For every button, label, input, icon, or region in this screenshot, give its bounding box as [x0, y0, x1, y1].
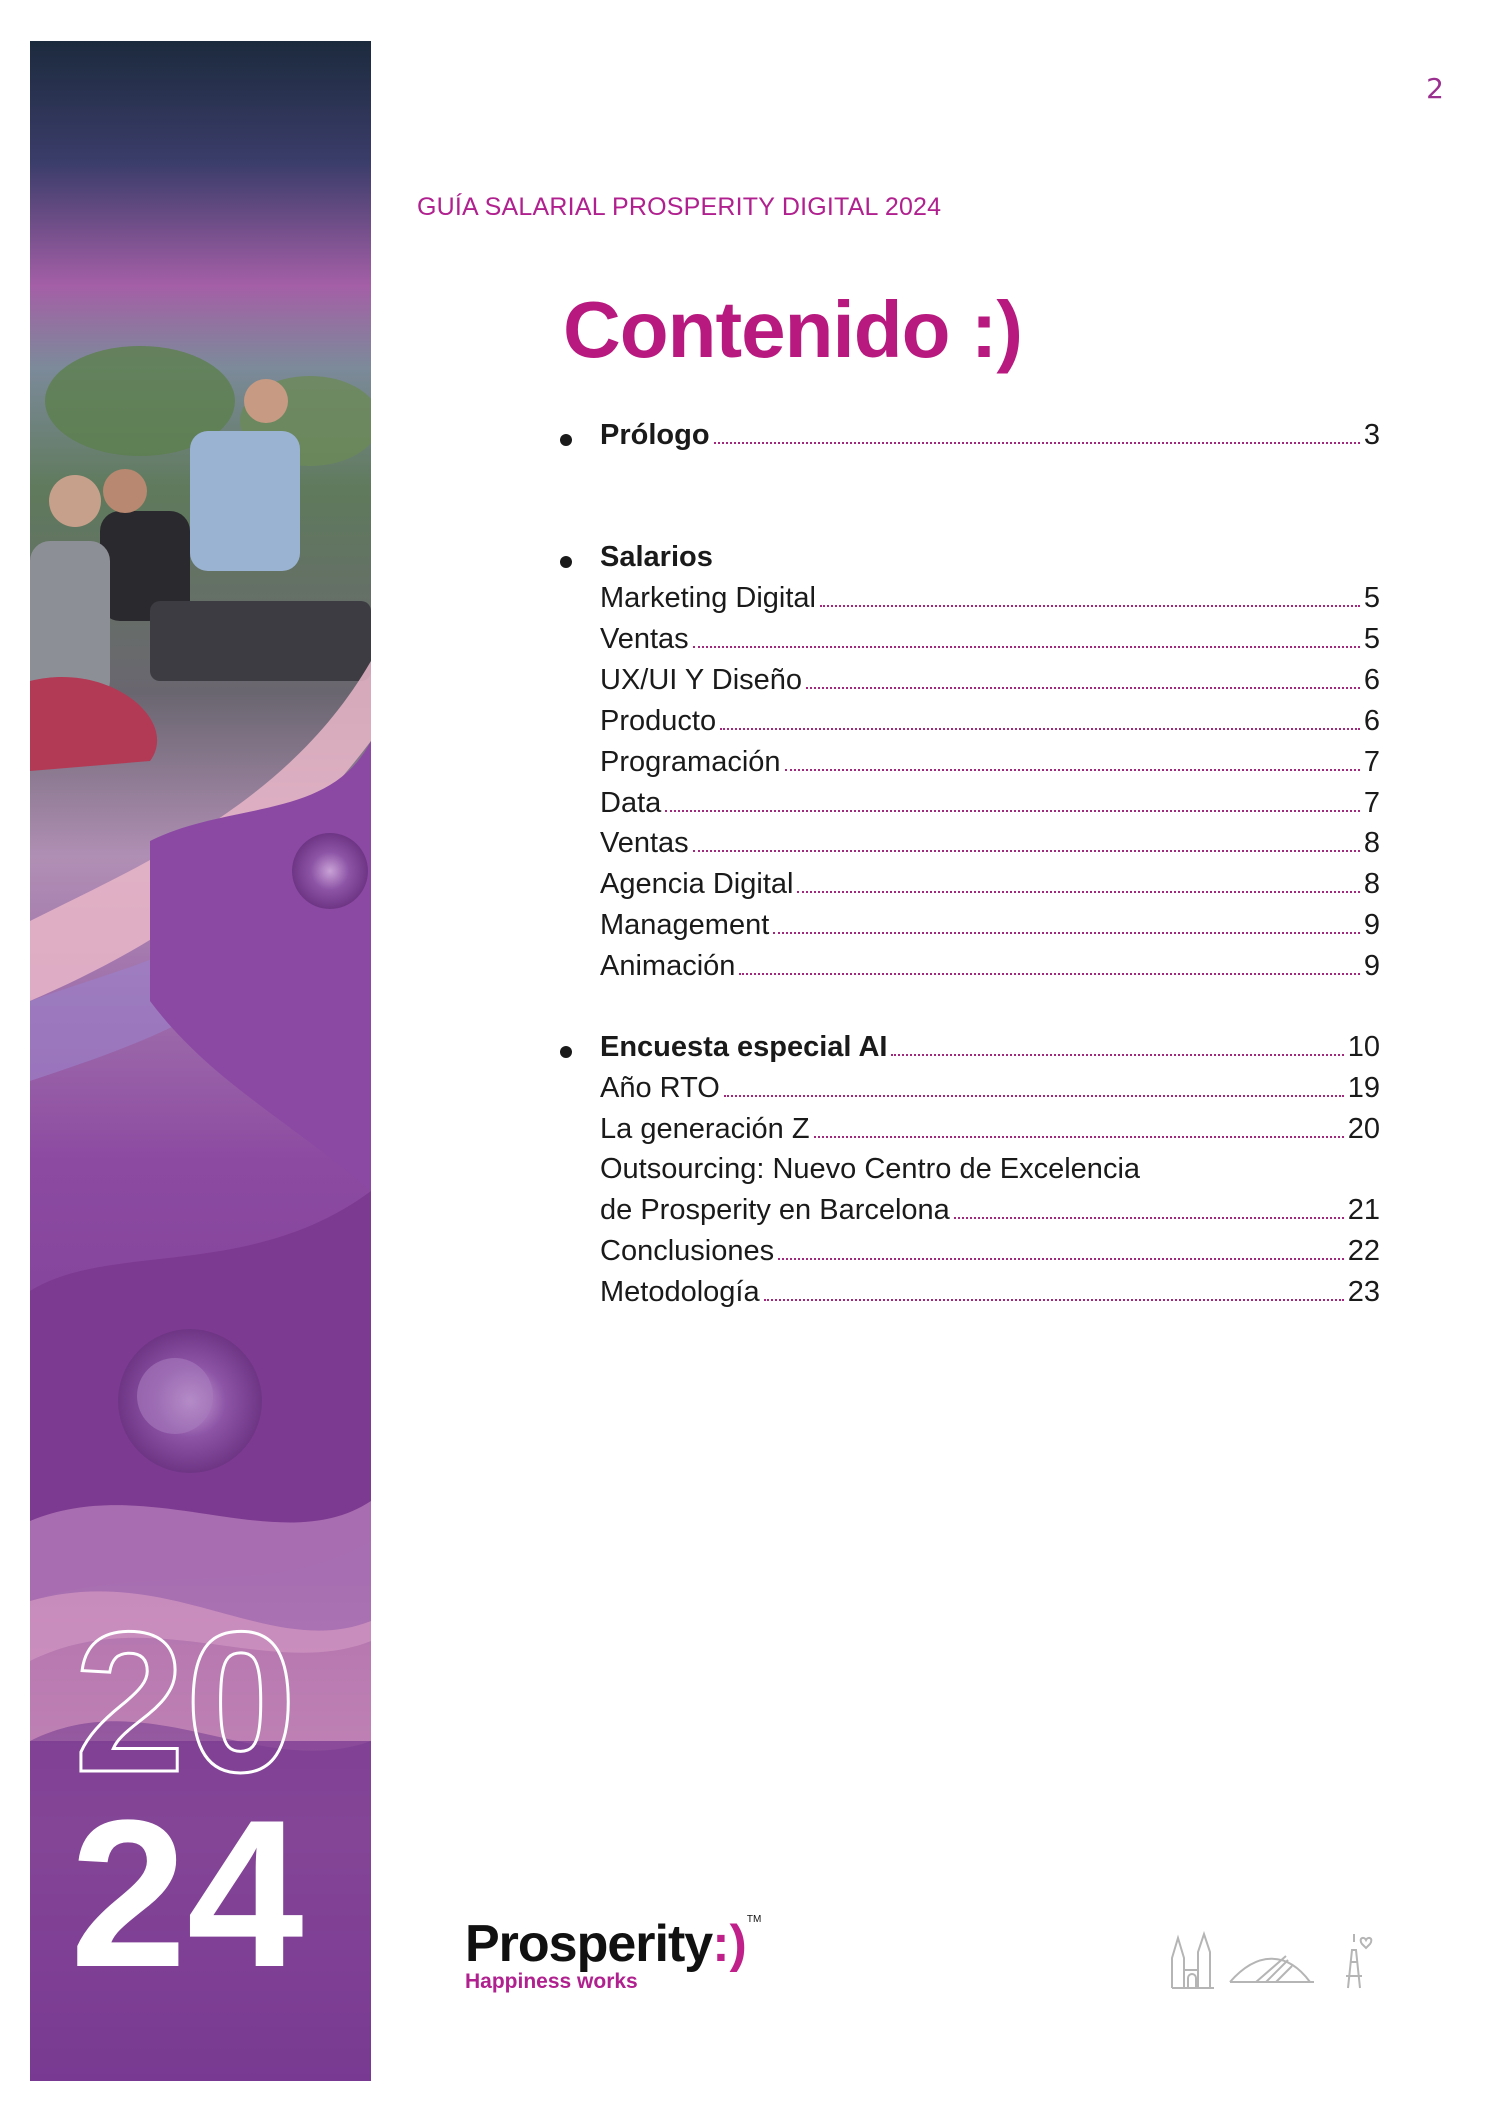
bullet-icon — [560, 434, 572, 446]
toc-entry-label: UX/UI Y Diseño — [600, 664, 803, 696]
toc-entry-label: Ventas — [600, 623, 689, 655]
toc-entry-page: 19 — [1347, 1072, 1380, 1104]
toc-entry-page: 23 — [1347, 1276, 1380, 1308]
logo-trademark: TM — [746, 1914, 762, 1925]
toc-entry[interactable] — [600, 820, 1380, 860]
document-header: GUÍA SALARIAL PROSPERITY DIGITAL 2024 — [417, 193, 942, 221]
toc-leader-dots — [778, 1258, 1344, 1260]
toc-entry[interactable] — [600, 1269, 1380, 1309]
toc-leader-dots — [891, 1054, 1343, 1056]
prosperity-logo — [465, 1914, 761, 1994]
cathedral-icon — [1172, 1934, 1214, 1988]
toc-leader-dots — [714, 442, 1360, 444]
toc-leader-dots — [693, 646, 1360, 648]
toc-entry-label: Metodología — [600, 1276, 760, 1308]
toc-entry-page: 3 — [1363, 419, 1380, 451]
toc-entry[interactable] — [600, 575, 1380, 615]
toc-entry[interactable] — [600, 1065, 1380, 1105]
toc-entry-label: Data — [600, 787, 662, 819]
toc-leader-dots — [785, 769, 1360, 771]
toc-leader-dots — [764, 1299, 1344, 1301]
bridge-icon — [1230, 1956, 1314, 1982]
toc-entry-page: 6 — [1363, 705, 1380, 737]
toc-entry-label: Producto — [600, 705, 717, 737]
eiffel-tower-icon — [1346, 1934, 1371, 1988]
logo-name: Prosperity — [465, 1915, 713, 1973]
toc-entry-page: 8 — [1363, 868, 1380, 900]
toc-entry[interactable] — [600, 1187, 1380, 1227]
toc-leader-dots — [773, 932, 1360, 934]
toc-entry-label: Año RTO — [600, 1072, 720, 1104]
toc-entry-label: de Prosperity en Barcelona — [600, 1194, 950, 1226]
toc-entry-page: 5 — [1363, 623, 1380, 655]
toc-entry-page: 8 — [1363, 827, 1380, 859]
toc-leader-dots — [954, 1217, 1344, 1219]
toc-entry-page: 7 — [1363, 746, 1380, 778]
toc-entry[interactable] — [600, 902, 1380, 942]
toc-leader-dots — [820, 605, 1360, 607]
toc-title: Contenido :) — [563, 285, 1022, 374]
toc-leader-dots — [797, 891, 1359, 893]
city-icons — [1168, 1930, 1383, 1994]
toc-entry[interactable] — [600, 616, 1380, 656]
toc-entry[interactable] — [600, 657, 1380, 697]
toc-entry[interactable] — [600, 1146, 1380, 1186]
toc-entry[interactable] — [600, 1024, 1380, 1064]
year-top-text: 20 — [74, 1591, 297, 1814]
toc-entry-label: Marketing Digital — [600, 582, 816, 614]
year-bottom-text: 24 — [70, 1776, 304, 2011]
toc-leader-dots — [806, 687, 1360, 689]
logo-smile: :) — [712, 1915, 747, 1973]
toc-leader-dots — [739, 973, 1359, 975]
toc-entry[interactable] — [600, 943, 1380, 983]
toc-leader-dots — [665, 810, 1360, 812]
toc-entry-page: 9 — [1363, 950, 1380, 982]
toc-entry-label: Programación — [600, 746, 781, 778]
bullet-icon — [560, 556, 572, 568]
toc-entry[interactable] — [600, 1228, 1380, 1268]
toc-leader-dots — [724, 1095, 1344, 1097]
logo-tagline: Happiness works — [465, 1970, 638, 1993]
toc-entry[interactable] — [600, 739, 1380, 779]
bullet-icon — [560, 1046, 572, 1058]
toc-entry-label: Salarios — [600, 541, 713, 573]
toc-leader-dots — [814, 1136, 1344, 1138]
toc-entry[interactable] — [600, 698, 1380, 738]
cover-banner — [30, 41, 371, 2081]
toc-entry-page: 10 — [1347, 1031, 1380, 1063]
toc-entry[interactable] — [600, 1106, 1380, 1146]
toc-entry[interactable] — [600, 534, 1380, 574]
toc-entry[interactable] — [600, 861, 1380, 901]
toc-entry-label: Conclusiones — [600, 1235, 775, 1267]
toc-entry[interactable] — [600, 412, 1380, 452]
toc-entry-page: 6 — [1363, 664, 1380, 696]
toc-entry-page: 21 — [1347, 1194, 1380, 1226]
toc-entry-label: Management — [600, 909, 770, 941]
toc-entry-label: Animación — [600, 950, 736, 982]
toc-entry-label: La generación Z — [600, 1113, 810, 1145]
toc-entry-label: Ventas — [600, 827, 689, 859]
toc-entry-page: 5 — [1363, 582, 1380, 614]
toc-entry-page: 9 — [1363, 909, 1380, 941]
banner-artwork — [30, 41, 371, 2081]
toc-entry-label: Prólogo — [600, 419, 710, 451]
toc-leader-dots — [693, 850, 1360, 852]
toc-entry-label: Outsourcing: Nuevo Centro de Excelencia — [600, 1153, 1141, 1185]
toc-entry-label: Encuesta especial AI — [600, 1031, 888, 1063]
toc-entry-page: 20 — [1347, 1113, 1380, 1145]
toc-entry[interactable] — [600, 780, 1380, 820]
toc-leader-dots — [720, 728, 1360, 730]
page-number: 2 — [1426, 72, 1444, 105]
toc-entry-label: Agencia Digital — [600, 868, 794, 900]
toc-entry-page: 22 — [1347, 1235, 1380, 1267]
toc-entry-page: 7 — [1363, 787, 1380, 819]
